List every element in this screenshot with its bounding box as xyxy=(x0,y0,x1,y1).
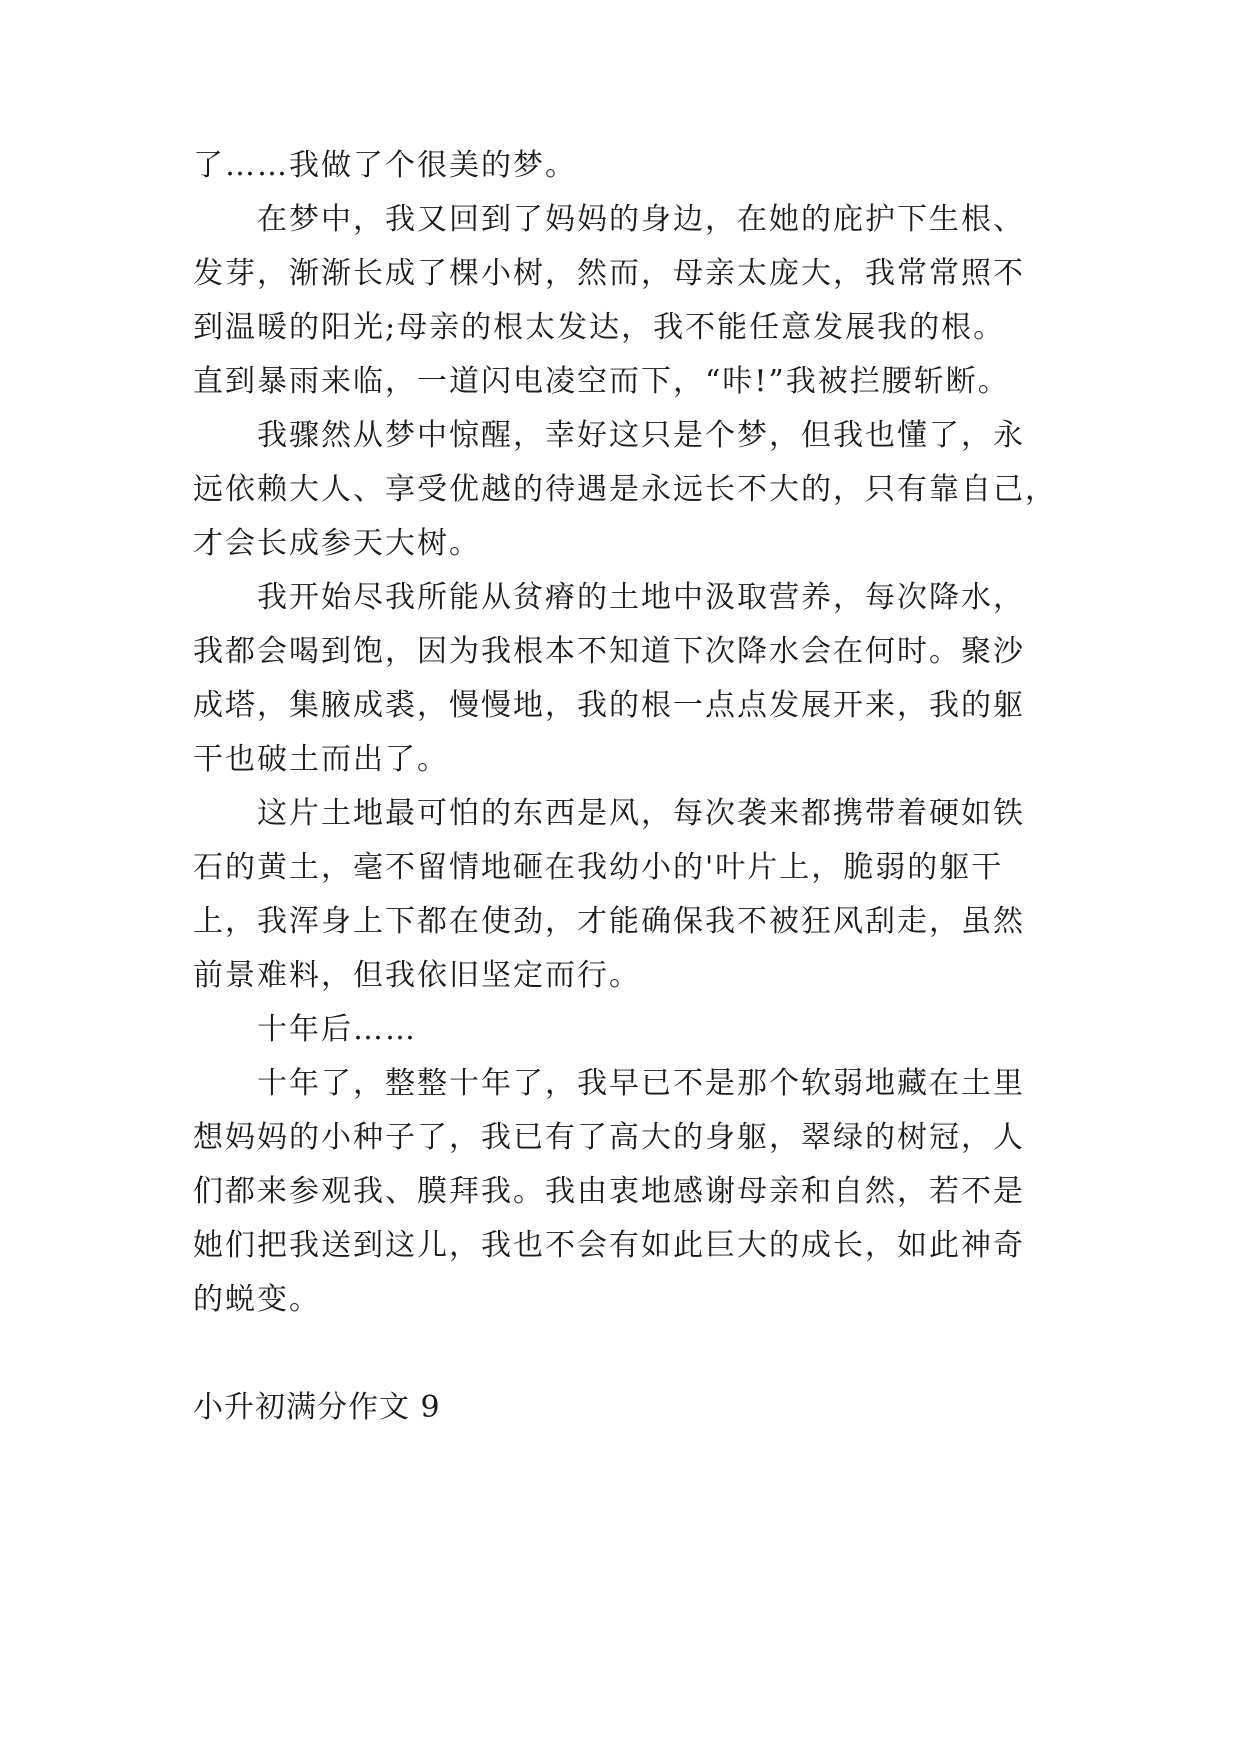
text-line: 这片土地最可怕的东西是风，每次袭来都携带着硬如铁 xyxy=(257,796,1025,831)
text-line: 我开始尽我所能从贫瘠的土地中汲取营养，每次降水， xyxy=(257,580,1025,615)
text-line: 前景难料，但我依旧坚定而行。 xyxy=(193,958,641,993)
text-line: 了……我做了个很美的梦。 xyxy=(193,148,577,183)
text-line: 她们把我送到这儿，我也不会有如此巨大的成长，如此神奇 xyxy=(193,1228,1025,1263)
text-line: 十年了，整整十年了，我早已不是那个软弱地藏在土里 xyxy=(257,1066,1025,1101)
section-heading: 小升初满分作文 9 xyxy=(193,1390,441,1425)
text-line: 远依赖大人、享受优越的待遇是永远长不大的，只有靠自己， xyxy=(193,472,1057,507)
text-line: 我骤然从梦中惊醒，幸好这只是个梦，但我也懂了，永 xyxy=(257,418,1025,453)
text-line: 干也破土而出了。 xyxy=(193,742,449,777)
text-line: 发芽，渐渐长成了棵小树，然而，母亲太庞大，我常常照不 xyxy=(193,256,1025,291)
text-line: 十年后…… xyxy=(257,1012,417,1047)
text-line: 们都来参观我、膜拜我。我由衷地感谢母亲和自然，若不是 xyxy=(193,1174,1025,1209)
text-line: 直到暴雨来临，一道闪电凌空而下，“咔!”我被拦腰斩断。 xyxy=(193,364,1010,399)
text-line: 石的黄土，毫不留情地砸在我幼小的'叶片上，脆弱的躯干 xyxy=(193,850,1004,885)
text-line: 想妈妈的小种子了，我已有了高大的身躯，翠绿的树冠，人 xyxy=(193,1120,1025,1155)
text-line: 到温暖的阳光;母亲的根太发达，我不能任意发展我的根。 xyxy=(193,310,1006,345)
text-line: 在梦中，我又回到了妈妈的身边，在她的庇护下生根、 xyxy=(257,202,1025,237)
text-line: 上，我浑身上下都在使劲，才能确保我不被狂风刮走，虽然 xyxy=(193,904,1025,939)
text-line: 我都会喝到饱，因为我根本不知道下次降水会在何时。聚沙 xyxy=(193,634,1025,669)
text-line: 成塔，集腋成裘，慢慢地，我的根一点点发展开来，我的躯 xyxy=(193,688,1025,723)
text-line: 的蜕变。 xyxy=(193,1282,321,1317)
text-line: 才会长成参天大树。 xyxy=(193,526,481,561)
